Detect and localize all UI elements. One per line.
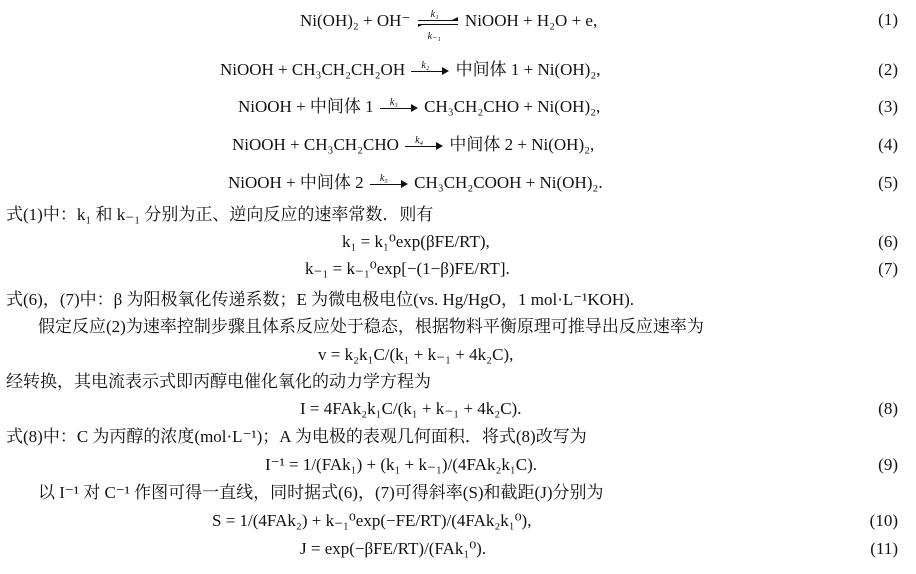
eq10-number: (10) — [869, 511, 898, 530]
eq5-left: NiOOH + 中间体 2 — [228, 173, 364, 192]
eq4-right: 中间体 2 + Ni(OH)₂, — [449, 135, 595, 154]
paragraph-text3: 假定反应(2)为速率控制步骤且体系反应处于稳态，根据物料平衡原理可推导出反应速率为 — [38, 317, 704, 336]
equation-2 — [220, 59, 601, 81]
equation-5 — [228, 172, 603, 194]
eq2-number: (2) — [878, 60, 898, 79]
paragraph-text2: 式(6)，(7)中：β 为阳极氧化传递系数；E 为微电极电位(vs. Hg/HgO，1 mol·L⁻¹KOH). — [6, 290, 635, 309]
eq2-right: 中间体 1 + Ni(OH)₂, — [455, 60, 601, 79]
equation-11: J = exp(−βFE/RT)/(FAk₁⁰). — [300, 539, 487, 558]
equation-8: I = 4FAk₂k₁C/(k₁ + k₋₁ + 4k₂C). — [300, 399, 522, 418]
equilibrium-arrow-icon: k₁ k₋₁ — [418, 9, 458, 35]
equation-6: k₁ = k₁⁰exp(βFE/RT), — [342, 232, 490, 251]
equation-7: k₋₁ = k₋₁⁰exp[−(1−β)FE/RT]. — [305, 259, 510, 278]
equation-10: S = 1/(4FAk₂) + k₋₁⁰exp(−FE/RT)/(4FAk₂k₁⁰), — [212, 511, 532, 530]
eq3-left: NiOOH + 中间体 1 — [238, 97, 374, 116]
paragraph-text6: 以 I⁻¹ 对 C⁻¹ 作图可得一直线，同时据式(6)，(7)可得斜率(S)和截距(J)分别为 — [38, 483, 604, 502]
eq3-number: (3) — [878, 97, 898, 116]
reaction-arrow-icon: k₅ — [370, 177, 408, 191]
equation-4 — [232, 134, 594, 156]
eq1-number: (1) — [878, 10, 898, 29]
paragraph-text4: 经转换，其电流表示式即丙醇电催化氧化的动力学方程为 — [6, 372, 431, 391]
eq1-right: NiOOH + H₂O + e, — [464, 10, 598, 30]
eq6-number: (6) — [878, 232, 898, 251]
paragraph-text1: 式(1)中：k₁ 和 k₋₁ 分别为正、逆向反应的速率常数．则有 — [6, 205, 434, 224]
eq4-number: (4) — [878, 135, 898, 154]
reaction-arrow-icon: k₂ — [411, 64, 449, 78]
equation-1 — [300, 9, 598, 42]
reaction-arrow-icon: k₄ — [405, 139, 443, 153]
paragraph-text5: 式(8)中：C 为丙醇的浓度(mol·L⁻¹)；A 为电极的表观几何面积．将式(8)改写为 — [6, 427, 587, 446]
eq5-number: (5) — [878, 173, 898, 192]
eq4-left: NiOOH + CH₃CH₂CHO — [232, 135, 399, 154]
eq5-right: CH₃CH₂COOH + Ni(OH)₂. — [414, 173, 603, 192]
eq8-number: (8) — [878, 399, 898, 418]
eq1-left: Ni(OH)₂ + OH⁻ — [300, 10, 411, 30]
equation-rate: v = k₂k₁C/(k₁ + k₋₁ + 4k₂C), — [318, 345, 514, 364]
equation-3 — [238, 96, 600, 118]
equation-9: I⁻¹ = 1/(FAk₁) + (k₁ + k₋₁)/(4FAk₂k₁C). — [265, 455, 538, 474]
eq11-number: (11) — [870, 539, 898, 558]
eq2-left: NiOOH + CH₃CH₂CH₂OH — [220, 60, 406, 79]
reaction-arrow-icon: k₃ — [380, 101, 418, 115]
eq9-number: (9) — [878, 455, 898, 474]
eq3-right: CH₃CH₂CHO + Ni(OH)₂, — [424, 97, 601, 116]
eq7-number: (7) — [878, 259, 898, 278]
